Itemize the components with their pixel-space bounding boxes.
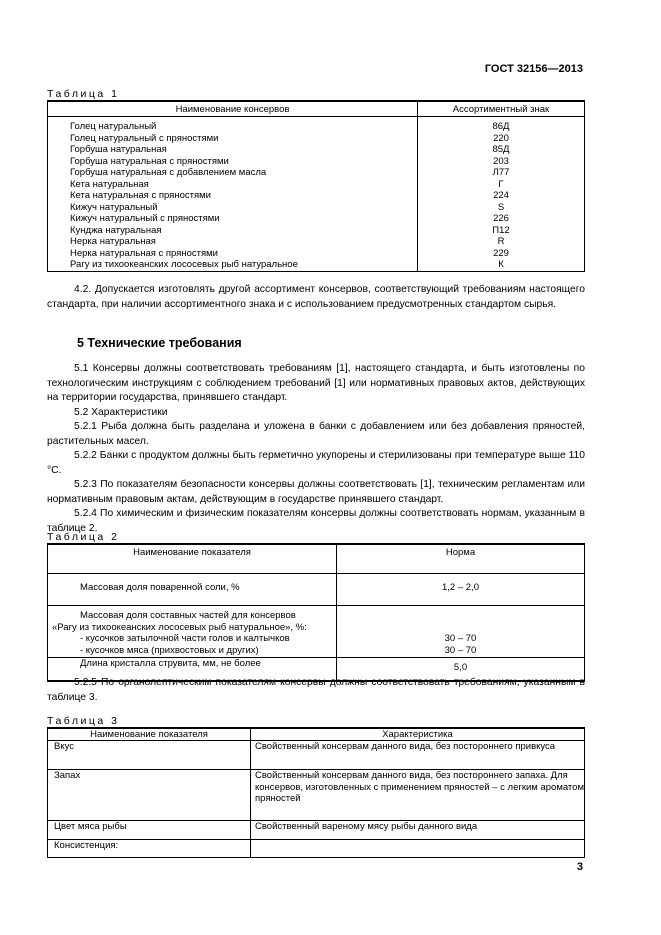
table3 xyxy=(47,727,585,858)
cell-line: Массовая доля составных частей для консервов xyxy=(80,610,296,621)
table-row xyxy=(48,236,585,248)
table2-col-name: Наименование показателя xyxy=(48,544,337,574)
cell-mark: 224 xyxy=(418,190,585,202)
cell-name: Консистенция: xyxy=(48,840,251,858)
cell-line: 30 – 70 xyxy=(444,644,477,656)
table2 xyxy=(47,543,585,682)
page-number: 3 xyxy=(576,861,583,873)
cell-mark: R xyxy=(418,236,585,248)
cell-name: Кета натуральная с пряностями xyxy=(48,190,418,202)
document-id: ГОСТ 32156—2013 xyxy=(484,63,583,75)
table-row xyxy=(48,225,585,237)
cell-name: Горбуша натуральная xyxy=(48,144,418,156)
table-header-row xyxy=(48,544,585,574)
table-row xyxy=(48,190,585,202)
table-row xyxy=(48,156,585,168)
cell-line: - кусочков мяса (прихвостовых и других) xyxy=(80,644,259,656)
table3-col-name: Наименование показателя xyxy=(48,728,251,741)
table3-caption: Таблица 3 xyxy=(47,715,120,727)
cell-name: Голец натуральный xyxy=(48,117,418,133)
table-row xyxy=(48,167,585,179)
table1-col-name: Наименование консервов xyxy=(48,101,418,117)
cell-mark: П12 xyxy=(418,225,585,237)
cell-name: Массовая доля поваренной соли, % xyxy=(48,574,337,606)
cell-mark: К xyxy=(418,259,585,271)
paragraph-5-2-2: 5.2.2 Банки с продуктом должны быть герметично укупорены и стерилизованы при температуре выше 110 °С. xyxy=(47,450,585,476)
table1-col-mark: Ассортиментный знак xyxy=(418,101,585,117)
table-row xyxy=(48,606,585,658)
paragraph-5-1: 5.1 Консервы должны соответствовать требованиям [1], настоящего стандарта, и быть изготовлены по технологическим инструкциям с соблюдением требований [1] или нормативных правовых актов, действующих на территории государства, принявшего стандарт. xyxy=(47,363,585,403)
cell-mark: 220 xyxy=(418,133,585,145)
cell-line: 30 – 70 xyxy=(444,633,477,644)
cell-value: 5,0 xyxy=(337,658,585,682)
paragraph-5-2-5 xyxy=(47,676,585,705)
paragraph-5-2-1: 5.2.1 Рыба должна быть разделана и уложена в банки с добавлением или без добавления пряностей, растительных масел. xyxy=(47,421,585,447)
table-header-row xyxy=(48,101,585,117)
table-row xyxy=(48,741,585,770)
table-row xyxy=(48,259,585,271)
table-row xyxy=(48,202,585,214)
section-title: 5 Технические требования xyxy=(77,336,242,350)
paragraph-4-2 xyxy=(47,283,585,312)
table1-caption: Таблица 1 xyxy=(47,88,120,100)
cell-name: Кунджа натуральная xyxy=(48,225,418,237)
paragraph-text: 5.2.5 По органолептическим показателям консервы должны соответствовать требованиям, указанным в таблице 3. xyxy=(47,677,585,703)
cell-mark: S xyxy=(418,202,585,214)
cell-line: «Рагу из тихоокеанских лососевых рыб натуральное», %: xyxy=(52,621,307,633)
cell-name: Горбуша натуральная с пряностями xyxy=(48,156,418,168)
cell-name: Горбуша натуральная с добавлением масла xyxy=(48,167,418,179)
cell-desc xyxy=(251,840,585,858)
paragraph-text: 4.2. Допускается изготовлять другой ассортимент консервов, соответствующий требованиям настоящего стандарта, при наличии ассортиментного знака и с использованием предусмотренных стандартом сырья. xyxy=(47,284,585,310)
table-row xyxy=(48,840,585,858)
paragraph-5-2-3: 5.2.3 По показателям безопасности консервы должны соответствовать [1], техническим регламентам или нормативным правовым актам, действующим в государстве принявшего стандарт. xyxy=(47,479,585,505)
table2-col-norm: Норма xyxy=(337,544,585,574)
cell-name: Запах xyxy=(48,770,251,821)
cell-name: Вкус xyxy=(48,741,251,770)
table-row xyxy=(48,144,585,156)
paragraph-5-2: 5.2 Характеристики xyxy=(74,406,168,418)
cell-name: Нерка натуральная xyxy=(48,236,418,248)
table-row xyxy=(48,821,585,840)
cell-desc: Свойственный вареному мясу рыбы данного вида xyxy=(251,821,585,840)
table-row xyxy=(48,213,585,225)
table-row xyxy=(48,574,585,606)
cell-mark: 226 xyxy=(418,213,585,225)
cell-name xyxy=(48,606,337,658)
cell-name: Кета натуральная xyxy=(48,179,418,191)
cell-name: Кижуч натуральный xyxy=(48,202,418,214)
cell-mark: 203 xyxy=(418,156,585,168)
cell-line: - кусочков затылочной части голов и калтычков xyxy=(80,633,290,644)
cell-desc: Свойственный консервам данного вида, без постороннего запаха. Для консервов, изготовленных с применением пряностей – с легким ароматом пряностей xyxy=(251,770,585,821)
cell-mark: 85Д xyxy=(418,144,585,156)
cell-value: 1,2 – 2,0 xyxy=(337,574,585,606)
table-row xyxy=(48,770,585,821)
table-header-row xyxy=(48,728,585,741)
table2-caption: Таблица 2 xyxy=(47,531,120,543)
table-row xyxy=(48,179,585,191)
table-row xyxy=(48,117,585,133)
cell-mark: 86Д xyxy=(418,117,585,133)
cell-name: Голец натуральный с пряностями xyxy=(48,133,418,145)
cell-mark: Л77 xyxy=(418,167,585,179)
paragraph-5-2-4: 5.2.4 По химическим и физическим показателям консервы должны соответствовать нормам, указанным в таблице 2. xyxy=(47,508,585,534)
cell-name: Кижуч натуральный с пряностями xyxy=(48,213,418,225)
cell-value xyxy=(337,606,585,658)
cell-name: Цвет мяса рыбы xyxy=(48,821,251,840)
section-5-body xyxy=(47,362,585,536)
cell-name: Рагу из тихоокеанских лососевых рыб натуральное xyxy=(48,259,418,271)
table-row xyxy=(48,248,585,260)
cell-name: Нерка натуральная с пряностями xyxy=(48,248,418,260)
cell-name: Длина кристалла струвита, мм, не более xyxy=(48,658,337,682)
table1 xyxy=(47,100,585,272)
cell-mark: 229 xyxy=(418,248,585,260)
cell-desc: Свойственный консервам данного вида, без постороннего привкуса xyxy=(251,741,585,770)
table3-col-desc: Характеристика xyxy=(251,728,585,741)
table-row xyxy=(48,133,585,145)
cell-mark: Г xyxy=(418,179,585,191)
